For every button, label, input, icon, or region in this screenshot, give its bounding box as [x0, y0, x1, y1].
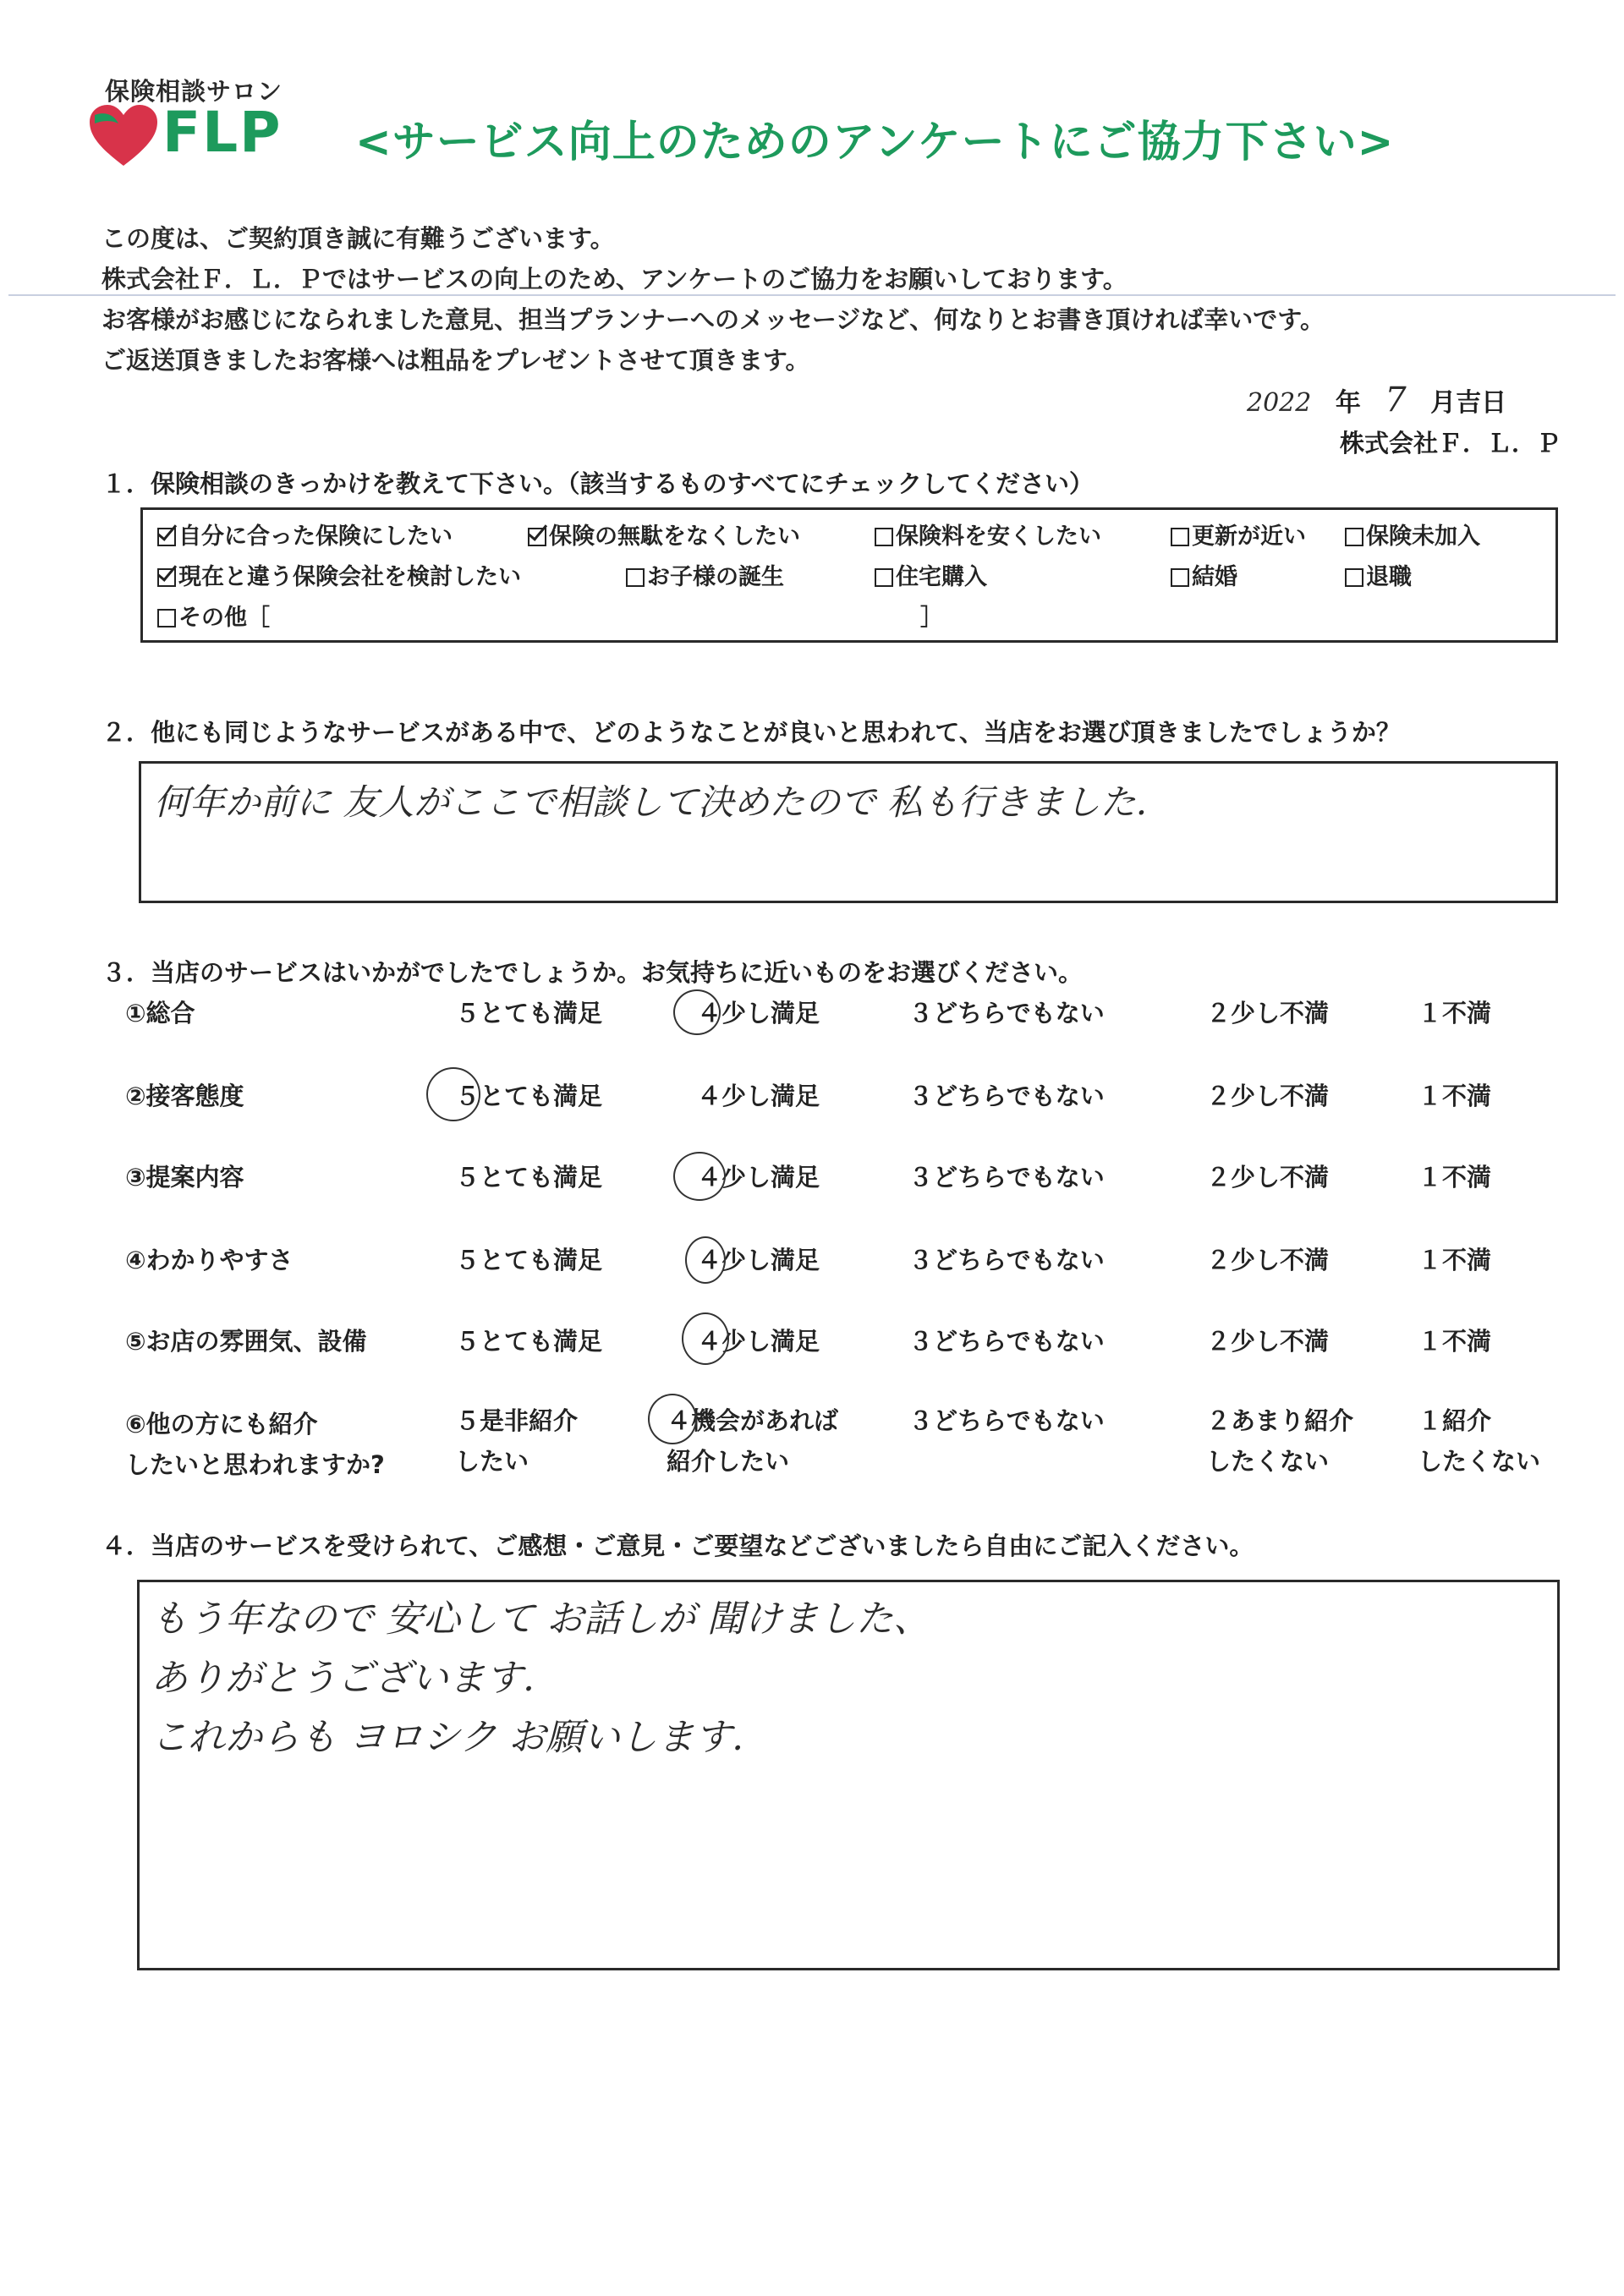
- q1-option-house-purchase[interactable]: 住宅購入: [875, 558, 987, 591]
- q3-referral-label: ⑥他の方にも紹介 したいと思われますか?: [125, 1410, 385, 1479]
- q1-option-uninsured[interactable]: 保険未加入: [1345, 518, 1480, 551]
- q4-answer-handwriting: [151, 1590, 930, 1767]
- q3-referral-option-3[interactable]: ３どちらでもない: [908, 1406, 1105, 1435]
- q3-row-label: ②接客態度: [125, 1082, 244, 1110]
- q2-heading: ２．他にも同じようなサービスがある中で、どのようなことが良いと思われて、当店をお選び頂きましたでしょうか？: [102, 718, 1401, 747]
- q3-option-4[interactable]: ４少し満足: [697, 999, 820, 1027]
- q1-option-marriage[interactable]: 結婚: [1171, 558, 1237, 591]
- date-year-unit: 年: [1335, 388, 1361, 418]
- q3-option-4[interactable]: ４少し満足: [697, 1163, 820, 1192]
- q3-option-2[interactable]: ２少し不満: [1206, 999, 1330, 1027]
- q3-heading: ３．当店のサービスはいかがでしたでしょうか。お気持ちに近いものをお選びください。: [102, 958, 1084, 987]
- q3-row-label: ④わかりやすさ: [125, 1246, 294, 1274]
- q3-option-1[interactable]: １不満: [1418, 1327, 1492, 1356]
- checkbox-icon[interactable]: [1171, 568, 1189, 587]
- q3-option-4[interactable]: ４少し満足: [697, 1246, 820, 1274]
- checkbox-icon[interactable]: [1345, 528, 1363, 546]
- q3-option-4[interactable]: ４少し満足: [697, 1082, 820, 1110]
- intro-line: 株式会社Ｆ．Ｌ．Ｐではサービスの向上のため、アンケートのご協力をお願いしております。: [102, 265, 1127, 293]
- q3-option-5[interactable]: ５とても満足: [455, 1163, 603, 1192]
- brand-tagline: 保険相談サロン: [105, 77, 283, 106]
- q4-heading: ４．当店のサービスを受けられて、ご感想・ご意見・ご要望などございましたら自由にご記入ください。: [102, 1532, 1254, 1560]
- q3-row-label: ⑤お店の雰囲気、設備: [125, 1327, 367, 1356]
- q1-other-bracket-close: ］: [920, 605, 943, 631]
- q3-option-5[interactable]: ５とても満足: [455, 1327, 603, 1356]
- selection-circle-mark: [685, 1236, 726, 1284]
- q1-option-retirement[interactable]: 退職: [1345, 558, 1412, 591]
- q3-option-1[interactable]: １不満: [1418, 1163, 1492, 1192]
- q3-option-2[interactable]: ２少し不満: [1206, 1163, 1330, 1192]
- selection-circle-mark: [673, 989, 721, 1035]
- logo-wordmark: FLP: [162, 100, 283, 165]
- q1-option-renewal-near[interactable]: 更新が近い: [1171, 518, 1306, 551]
- company-name: 株式会社Ｆ．Ｌ．Ｐ: [1340, 429, 1561, 458]
- q3-option-2[interactable]: ２少し不満: [1206, 1246, 1330, 1274]
- q3-option-4[interactable]: ４少し満足: [697, 1327, 820, 1356]
- date-line: [1247, 381, 1568, 418]
- checkbox-icon[interactable]: [875, 568, 893, 587]
- checkbox-checked-icon[interactable]: [157, 568, 176, 587]
- q2-answer-handwriting: 何年か前に 友人がここで相談して決めたので 私も行きました.: [154, 781, 1148, 823]
- q3-option-1[interactable]: １不満: [1418, 999, 1492, 1027]
- q3-option-3[interactable]: ３どちらでもない: [908, 1082, 1105, 1110]
- q3-row-label: ①総合: [125, 999, 195, 1027]
- q3-option-2[interactable]: ２少し不満: [1206, 1327, 1330, 1356]
- q3-option-5[interactable]: ５とても満足: [455, 1082, 603, 1110]
- q4-answer-line: これからも ヨロシク お願いします.: [151, 1716, 744, 1759]
- checkbox-icon[interactable]: [1171, 528, 1189, 546]
- date-year-value: 2022: [1247, 388, 1312, 418]
- q3-row-label: ③提案内容: [125, 1163, 244, 1192]
- q4-answer-line: もう年なので 安心して お話しが 聞けました、: [151, 1597, 930, 1641]
- checkbox-icon[interactable]: [1345, 568, 1363, 587]
- selection-circle-mark: [673, 1152, 726, 1201]
- q3-referral-option-4[interactable]: ４機会があれば 紹介したい: [667, 1406, 839, 1476]
- heart-icon: [88, 103, 159, 169]
- q1-option-other[interactable]: その他［: [157, 599, 270, 632]
- selection-circle-mark: [682, 1312, 729, 1365]
- q3-option-2[interactable]: ２少し不満: [1206, 1082, 1330, 1110]
- q3-option-1[interactable]: １不満: [1418, 1082, 1492, 1110]
- q3-referral-option-2[interactable]: ２あまり紹介 したくない: [1206, 1406, 1354, 1476]
- q1-option-self-fit[interactable]: 自分に合った保険にしたい: [157, 518, 453, 551]
- q3-option-3[interactable]: ３どちらでもない: [908, 999, 1105, 1027]
- scan-artifact-line: [8, 294, 1616, 296]
- intro-line: ご返送頂きましたお客様へは粗品をプレゼントさせて頂きます。: [102, 346, 810, 375]
- q3-option-3[interactable]: ３どちらでもない: [908, 1163, 1105, 1192]
- checkbox-checked-icon[interactable]: [157, 528, 176, 546]
- q1-heading: １．保険相談のきっかけを教えて下さい。（該当するものすべてにチェックしてください）: [102, 469, 1095, 498]
- q1-option-child-birth[interactable]: お子様の誕生: [626, 558, 784, 591]
- selection-circle-mark: [648, 1394, 697, 1444]
- selection-circle-mark: [426, 1067, 480, 1121]
- page-title: <サービス向上のためのアンケートにご協力下さい>: [355, 118, 1395, 167]
- q1-option-other-company[interactable]: 現在と違う保険会社を検討したい: [157, 558, 521, 591]
- intro-line: お客様がお感じになられました意見、担当プランナーへのメッセージなど、何なりとお書き頂ければ幸いです。: [102, 305, 1325, 334]
- intro-text: [102, 218, 1325, 381]
- q1-option-lower-premium[interactable]: 保険料を安くしたい: [875, 518, 1101, 551]
- q1-option-reduce-waste[interactable]: 保険の無駄をなくしたい: [528, 518, 800, 551]
- q3-referral-option-5[interactable]: ５是非紹介 したい: [455, 1406, 579, 1476]
- q3-option-5[interactable]: ５とても満足: [455, 999, 603, 1027]
- q3-option-3[interactable]: ３どちらでもない: [908, 1246, 1105, 1274]
- intro-line: この度は、ご契約頂き誠に有難うございます。: [102, 224, 615, 253]
- q3-referral-option-1[interactable]: １紹介 したくない: [1418, 1406, 1541, 1476]
- q3-option-3[interactable]: ３どちらでもない: [908, 1327, 1105, 1356]
- q3-option-5[interactable]: ５とても満足: [455, 1246, 603, 1274]
- checkbox-icon[interactable]: [875, 528, 893, 546]
- date-month-value: 7: [1385, 381, 1407, 419]
- checkbox-icon[interactable]: [626, 568, 645, 587]
- q4-answer-line: ありがとうございます.: [151, 1657, 535, 1700]
- checkbox-checked-icon[interactable]: [528, 528, 546, 546]
- checkbox-icon[interactable]: [157, 609, 176, 627]
- company-logo: [88, 100, 299, 167]
- q3-option-1[interactable]: １不満: [1418, 1246, 1492, 1274]
- date-month-suffix: 月吉日: [1430, 388, 1507, 418]
